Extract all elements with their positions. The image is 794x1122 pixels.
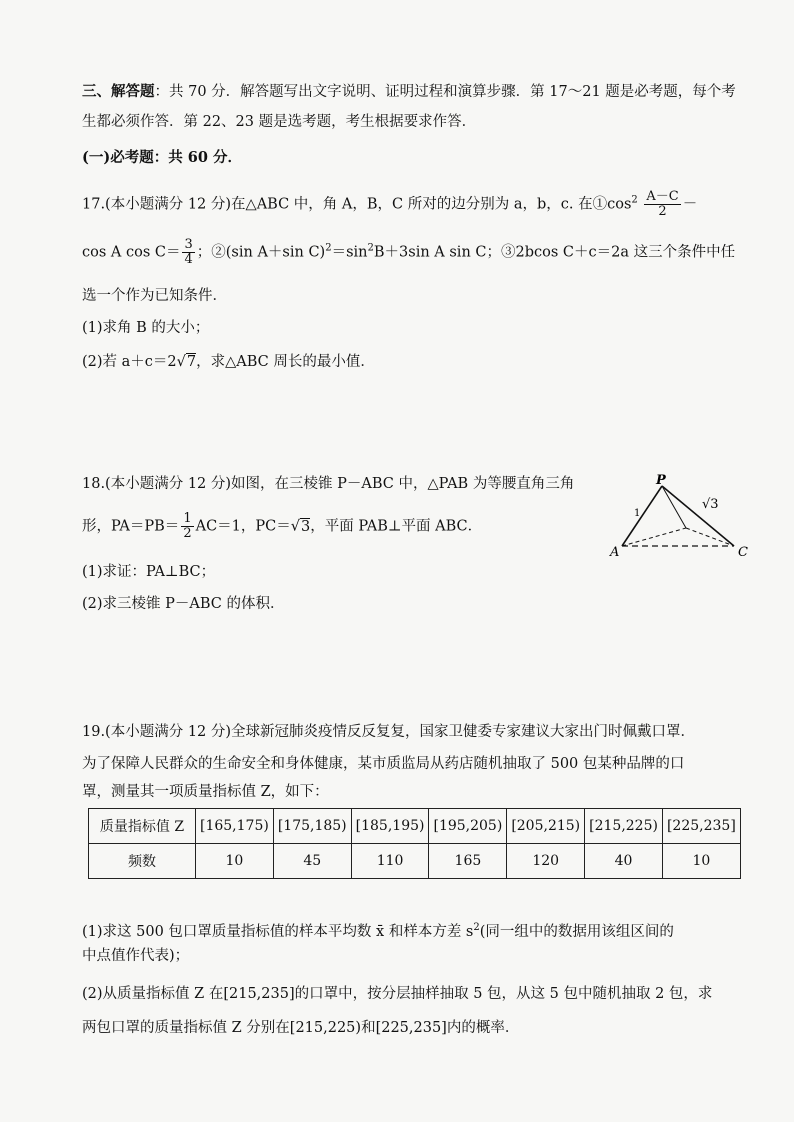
count-cell: 165 — [429, 844, 507, 879]
count-cell: 10 — [662, 844, 740, 879]
q18-line2-root: 3 — [301, 518, 311, 535]
q19-line2: 为了保障人民群众的生命安全和身体健康，某市质监局从药店随机抽取了 500 包某种品牌的口 — [82, 756, 685, 772]
section-intro-text: ：共 70 分．解答题写出文字说明、证明过程和演算步骤．第 17～21 题是必考题，每个考 — [154, 84, 736, 100]
interval-cell: [195,205) — [429, 809, 507, 844]
section-intro-line2: 生都必须作答．第 22、23 题是选考题，考生根据要求作答． — [82, 114, 477, 130]
table-row-intervals — [89, 809, 741, 844]
q19-part2: (2)从质量指标值 Z 在[215,235]的口罩中，按分层抽样抽取 5 包，从这 5 包中随机抽取 2 包，求 — [82, 986, 713, 1002]
q17-part2: (2)若 a＋c＝2√7，求△ABC 周长的最小值． — [82, 354, 375, 370]
section-title: 三、解答题 — [82, 83, 155, 100]
section-intro-line1 — [82, 82, 758, 102]
count-cell: 10 — [196, 844, 274, 879]
interval-cell: [175,185) — [273, 809, 351, 844]
handwritten-1: 1 — [634, 508, 641, 519]
q17-part1: (1)求角 B 的大小； — [82, 320, 210, 336]
q17-part2-b: ，求△ABC 周长的最小值． — [196, 354, 375, 370]
interval-cell: [165,175) — [196, 809, 274, 844]
q17-fraction-3-4 — [182, 238, 194, 267]
q19-head: 19.(本小题满分 12 分)全球新冠肺炎疫情反反复复，国家卫健委专家建议大家出门时佩戴口罩． — [82, 724, 696, 740]
q17-part2-a: (2)若 a＋c＝2 — [82, 354, 177, 370]
edge-bc — [686, 528, 734, 546]
q17-head-text: 17.(本小题满分 12 分)在△ABC 中，角 A，B，C 所对的边分别为 a，b，c. 在①cos — [82, 196, 632, 213]
count-cell: 120 — [507, 844, 585, 879]
frequency-table — [88, 808, 741, 879]
label-c: C — [738, 545, 748, 560]
q19-part1-b: (同一组中的数据用该组区间的 — [479, 923, 674, 940]
count-cell: 40 — [585, 844, 663, 879]
label-p: P — [656, 473, 666, 488]
q17-part2-root: 7 — [186, 354, 197, 370]
q17-frac2-den: 4 — [184, 252, 193, 267]
q18-line2-b: AC＝1，PC＝ — [195, 518, 291, 535]
count-cell: 110 — [351, 844, 429, 879]
q17-cond2b: ＝sin — [331, 244, 368, 261]
q17-head: 17.(本小题满分 12 分)在△ABC 中，角 A，B，C 所对的边分别为 a，b，c. 在$①\cos^2$ $\frac{A-C}{2}$ － — [82, 189, 698, 219]
tetrahedron-figure — [606, 472, 766, 562]
q18-frac-num: 1 — [183, 511, 192, 526]
handwritten-sqrt3: √3 — [702, 497, 719, 512]
edge-pb — [662, 486, 686, 528]
q17-fraction — [644, 190, 680, 219]
q19-part1-a: (1)求这 500 包口罩质量指标值的样本平均数 x̄ 和样本方差 s — [82, 923, 474, 940]
q19-part1: (1)求这 500 包口罩质量指标值的样本平均数 x̄ 和样本方差 $s^2$(同一组中的数据用该组区间的 — [82, 922, 674, 940]
q17-frac-num: A－C — [646, 189, 679, 204]
q18-line2-c: ，平面 PAB⊥平面 ABC． — [310, 518, 483, 535]
q17-choose: 选一个作为已知条件． — [82, 288, 227, 304]
q19-line3: 罩，测量其一项质量指标值 Z，如下： — [82, 784, 329, 800]
interval-cell: [225,235] — [662, 809, 740, 844]
q17-cond2a: ；②(sin A＋sin C) — [196, 244, 326, 261]
q19-part2-cont: 两包口罩的质量指标值 Z 分别在[215,225)和[225,235]内的概率． — [82, 1020, 520, 1036]
q17-conditions: cos A cos C＝ $\frac{3}{4}$ ；②(sin A＋sin $C)^2=\sin^2B+3\sin$ A sin C；③2bcos C＋c＝2a 这三个条件中任 — [82, 237, 736, 267]
q17-cond1: cos A cos C＝ — [82, 244, 181, 261]
count-cell: 45 — [273, 844, 351, 879]
q18-part2: (2)求三棱锥 P－ABC 的体积． — [82, 596, 285, 612]
edge-pc — [662, 486, 734, 546]
q17-frac-den: 2 — [658, 204, 667, 219]
q18-frac-den: 2 — [183, 526, 192, 541]
interval-cell: [205,215) — [507, 809, 585, 844]
table-header-count: 频数 — [89, 844, 196, 879]
q17-cond3: B＋3sin A sin C；③2bcos C＋c＝2a 这三个条件中任 — [373, 244, 736, 261]
interval-cell: [185,195) — [351, 809, 429, 844]
q18-part1: (1)求证：PA⊥BC； — [82, 564, 216, 580]
table-header-z: 质量指标值 Z — [89, 809, 196, 844]
interval-cell: [215,225) — [585, 809, 663, 844]
edge-pa — [622, 486, 662, 546]
q19-part1-cont: 中点值作代表)； — [82, 948, 190, 964]
q18-line2: 形，PA＝PB＝ $\frac{1}{2}$ AC＝1，PC＝√3，平面 PAB⊥平面 ABC． — [82, 511, 483, 541]
label-a: A — [610, 545, 620, 560]
q18-fraction — [181, 512, 193, 541]
q18-line2-a: 形，PA＝PB＝ — [82, 518, 180, 535]
q18-head: 18.(本小题满分 12 分)如图，在三棱锥 P－ABC 中，△PAB 为等腰直角三角 — [82, 476, 575, 492]
required-heading: (一)必考题：共 60 分． — [82, 149, 242, 166]
q17-frac2-num: 3 — [184, 237, 193, 252]
table-row-counts — [89, 844, 741, 879]
